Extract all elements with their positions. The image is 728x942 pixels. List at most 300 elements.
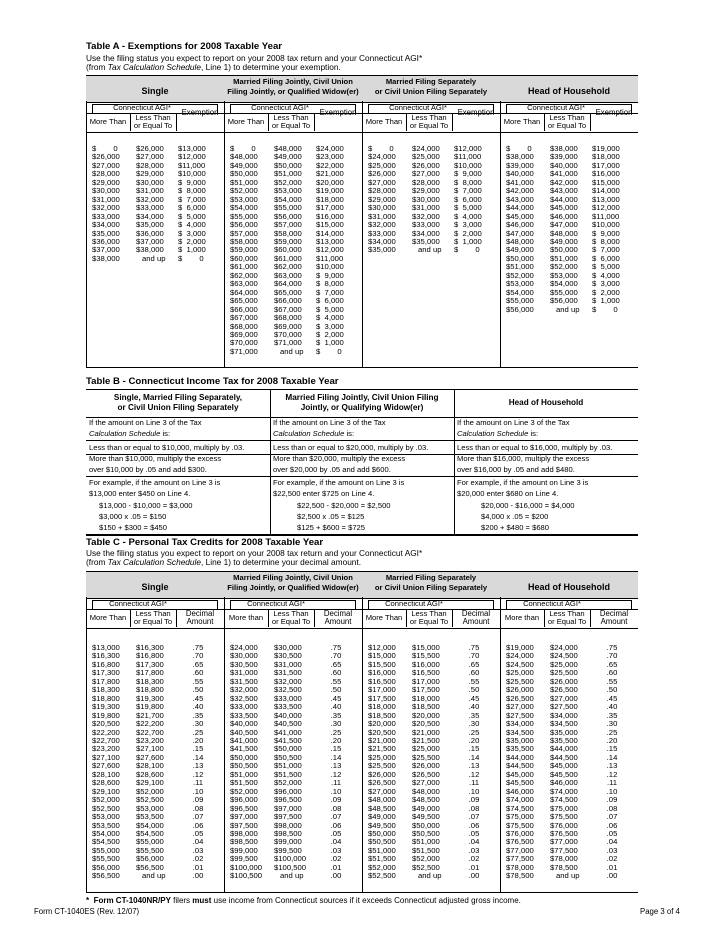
c-single-less-cell: $22,200: [136, 719, 164, 729]
table-c-status-hoh: Head of Household: [527, 582, 610, 592]
c-mfs-more-cell: $17,500: [368, 693, 396, 703]
a-single-less-column: [136, 145, 174, 263]
table-b-math-line: $22,500 - $20,000 = $2,500: [297, 501, 391, 510]
footnote: * Form CT-1040NR/PY filers must use income from Connecticut sources if it exceeds Connecticut adjusted gross income.: [86, 896, 521, 905]
c-hoh-dec-cell: .45: [606, 693, 618, 703]
decimal-amount-header-line: Decimal: [461, 609, 491, 618]
header-divider: [406, 609, 407, 627]
a-mfs-less-cell: $27,000: [412, 169, 440, 179]
c-hoh-dec-cell: .03: [606, 845, 618, 855]
c-single-dec-cell: .06: [192, 820, 204, 830]
c-hoh-less-cell: $74,500: [550, 795, 578, 805]
a-hoh-ex-cell: $ 9,000: [592, 228, 620, 238]
decimal-amount-header-line: Amount: [462, 617, 490, 627]
a-mfs-more-column: [368, 145, 406, 255]
a-hoh-ex-cell: $ 1,000: [592, 296, 620, 306]
c-hoh-dec-cell: .14: [606, 752, 618, 762]
table-a-intro: [86, 54, 422, 73]
c-hoh-less-cell: $76,500: [550, 828, 578, 838]
c-single-more-cell: $13,000: [92, 643, 120, 652]
table-b-math-line: $4,000 x .05 = $200: [481, 512, 549, 521]
a-hoh-ex-cell: $ 4,000: [592, 270, 620, 280]
a-hoh-more-cell: $43,000: [506, 194, 534, 204]
less-than-line: Less Than: [135, 113, 171, 122]
a-mfs-ex-cell: $ 9,000: [454, 169, 482, 179]
a-single-more-cell: $34,000: [92, 220, 120, 230]
table-c-intro: [86, 549, 422, 568]
c-hoh-dec-cell: .13: [606, 761, 618, 771]
c-mfj-more-cell: $97,500: [230, 820, 258, 830]
c-single-more-cell: $54,500: [92, 837, 120, 847]
a-single-more-cell: $33,000: [92, 211, 120, 221]
c-mfj-less-cell: $40,500: [274, 719, 302, 729]
a-mfs-more-cell: $25,000: [368, 160, 396, 170]
c-mfs-dec-cell: .35: [468, 710, 480, 720]
c-mfj-dec-cell: .45: [330, 693, 342, 703]
c-mfs-more-cell: $52,500: [368, 871, 396, 881]
c-mfj-more-cell: $96,000: [230, 795, 258, 805]
c-mfs-dec-cell: .02: [468, 854, 480, 864]
c-mfj-dec-column: [324, 644, 348, 881]
c-mfj-more-cell: $31,500: [230, 676, 258, 686]
a-mfs-ex-cell: $ 5,000: [454, 203, 482, 213]
table-b-example-line: For example, if the amount on Line 3 is: [89, 478, 221, 487]
a-hoh-ex-cell: $ 3,000: [592, 279, 620, 289]
a-hoh-less-cell: $43,000: [550, 186, 578, 196]
a-mfs-ex-cell: $ 6,000: [454, 194, 482, 204]
a-mfs-ex-cell: $ 8,000: [454, 177, 482, 187]
c-single-less-cell: $53,500: [136, 812, 164, 822]
a-mfj-more-cell: $62,000: [230, 270, 258, 280]
table-b-math-line: $125 + $600 = $725: [297, 523, 365, 532]
a-mfj-ex-cell: $ 3,000: [316, 321, 344, 331]
if-line: [273, 429, 453, 440]
c-mfj-less-cell: $51,000: [274, 761, 302, 771]
a-hoh-less-cell: $56,000: [550, 296, 578, 306]
less-than-header: [544, 114, 590, 131]
c-mfj-less-column: [274, 644, 312, 881]
a-mfj-more-cell: $52,000: [230, 186, 258, 196]
c-mfj-dec-cell: .05: [330, 828, 342, 838]
a-single-less-cell: $28,000: [136, 160, 164, 170]
c-mfj-more-cell: $51,000: [230, 769, 258, 779]
a-single-ex-cell: $ 9,000: [178, 177, 206, 187]
table-b-math-line: $3,000 x .05 = $150: [99, 512, 167, 521]
a-single-more-cell: $26,000: [92, 152, 120, 162]
c-mfs-dec-cell: .07: [468, 812, 480, 822]
c-hoh-more-cell: $75,500: [506, 820, 534, 830]
a-single-less-cell: $29,000: [136, 169, 164, 179]
a-hoh-ex-cell: $14,000: [592, 186, 620, 196]
c-single-dec-cell: .35: [192, 710, 204, 720]
table-b-example: [457, 478, 637, 499]
a-mfs-less-cell: $31,000: [412, 203, 440, 213]
c-mfs-more-cell: $20,500: [368, 727, 396, 737]
c-mfs-dec-cell: .25: [468, 727, 480, 737]
a-mfj-ex-cell: $ 2,000: [316, 329, 344, 339]
c-mfj-less-cell: $32,000: [274, 676, 302, 686]
c-mfj-dec-cell: .15: [330, 744, 342, 754]
if-pre: If the amount on Line 3 of the Tax: [457, 418, 570, 427]
c-single-more-cell: $55,500: [92, 854, 120, 864]
c-mfs-less-cell: $51,000: [412, 837, 440, 847]
a-single-ex-cell: $ 0: [178, 253, 204, 263]
c-single-more-cell: $53,500: [92, 820, 120, 830]
a-mfj-ex-cell: $ 0: [316, 346, 342, 356]
c-hoh-more-cell: $26,500: [506, 693, 534, 703]
table-c-intro-line2: (from Tax Calculation Schedule, Line 1) to determine your decimal amount.: [86, 557, 362, 568]
a-hoh-less-cell: $42,000: [550, 177, 578, 187]
table-b-example-line: $13,000 enter $450 on Line 4.: [89, 488, 191, 498]
c-mfj-less-cell: $31,000: [274, 659, 302, 669]
a-mfj-ex-column: [316, 145, 356, 356]
a-hoh-more-cell: $ 0: [506, 144, 532, 153]
c-mfj-less-cell: $30,000: [274, 643, 302, 652]
c-single-less-cell: $54,500: [136, 828, 164, 838]
c-hoh-more-cell: $44,000: [506, 752, 534, 762]
a-mfj-more-cell: $49,000: [230, 160, 258, 170]
c-hoh-dec-cell: .20: [606, 735, 618, 745]
a-hoh-less-cell: $55,000: [550, 287, 578, 297]
c-hoh-less-cell: $35,000: [550, 727, 578, 737]
c-mfs-less-cell: $52,000: [412, 854, 440, 864]
c-mfj-less-cell: $40,000: [274, 710, 302, 720]
c-hoh-dec-cell: .55: [606, 676, 618, 686]
if-pre: If the amount on Line 3 of the Tax: [273, 418, 386, 427]
a-mfs-more-cell: $27,000: [368, 177, 396, 187]
table-b-math: [481, 500, 641, 533]
a-hoh-ex-cell: $15,000: [592, 177, 620, 187]
c-mfs-dec-cell: .12: [468, 769, 480, 779]
a-hoh-ex-column: [592, 145, 632, 314]
a-single-ex-cell: $ 3,000: [178, 228, 206, 238]
a-hoh-less-cell: $47,000: [550, 220, 578, 230]
a-mfs-more-cell: $31,000: [368, 211, 396, 221]
a-mfs-more-cell: $29,000: [368, 194, 396, 204]
c-mfs-more-cell: $16,500: [368, 676, 396, 686]
c-hoh-less-cell: $76,000: [550, 820, 578, 830]
a-mfj-ex-cell: $14,000: [316, 228, 344, 238]
a-mfs-less-cell: $28,000: [412, 177, 440, 187]
c-hoh-more-cell: $24,000: [506, 651, 534, 661]
a-mfj-ex-cell: $20,000: [316, 177, 344, 187]
table-b-rule: [454, 440, 638, 441]
table-b-rule: [86, 454, 270, 455]
a-hoh-more-cell: $52,000: [506, 270, 534, 280]
a-mfj-more-cell: $56,000: [230, 220, 258, 230]
agi-label: Connecticut AGI*: [389, 103, 447, 112]
c-single-dec-cell: .13: [192, 761, 204, 771]
c-single-less-cell: $23,200: [136, 735, 164, 745]
c-single-dec-cell: .02: [192, 854, 204, 864]
c-mfj-dec-cell: .40: [330, 702, 342, 712]
table-b-if-text: [273, 418, 453, 439]
c-hoh-more-cell: $76,000: [506, 828, 534, 838]
c-mfs-dec-cell: .50: [468, 685, 480, 695]
a-hoh-less-cell: $39,000: [550, 152, 578, 162]
a-mfj-less-cell: $51,000: [274, 169, 302, 179]
or-equal-line: or Equal To: [547, 617, 587, 627]
a-mfj-more-cell: $65,000: [230, 296, 258, 306]
a-hoh-less-cell: $49,000: [550, 236, 578, 246]
table-b-rule-line: More than $16,000, multiply the excess: [457, 454, 590, 463]
c-mfs-dec-cell: .06: [468, 820, 480, 830]
a-single-less-cell: $26,000: [136, 144, 164, 153]
c-mfs-less-cell: $48,500: [412, 795, 440, 805]
c-mfj-more-cell: $40,000: [230, 719, 258, 729]
a-mfj-less-cell: $66,000: [274, 296, 302, 306]
c-hoh-more-cell: $77,000: [506, 845, 534, 855]
c-single-more-cell: $28,600: [92, 778, 120, 788]
c-single-less-cell: $17,800: [136, 668, 164, 678]
a-single-ex-cell: $ 2,000: [178, 236, 206, 246]
a-single-more-cell: $36,000: [92, 236, 120, 246]
a-hoh-ex-cell: $ 7,000: [592, 245, 620, 255]
a-mfs-less-cell: $24,000: [412, 144, 440, 153]
a-mfs-ex-column: [454, 145, 494, 255]
a-mfj-less-cell: $68,000: [274, 313, 302, 323]
c-hoh-dec-cell: .06: [606, 820, 618, 830]
a-hoh-more-cell: $45,000: [506, 211, 534, 221]
c-mfs-more-cell: $15,000: [368, 651, 396, 661]
c-mfs-less-cell: $17,500: [412, 685, 440, 695]
page-number: Page 3 of 4: [640, 907, 680, 916]
c-mfj-less-cell: $31,500: [274, 668, 302, 678]
c-hoh-dec-cell: .09: [606, 795, 618, 805]
c-mfj-dec-cell: .35: [330, 710, 342, 720]
c-hoh-less-cell: $46,000: [550, 778, 578, 788]
table-b-math-line: $13,000 - $10,000 = $3,000: [99, 501, 193, 510]
c-hoh-dec-cell: .30: [606, 719, 618, 729]
a-mfs-more-cell: $34,000: [368, 236, 396, 246]
c-single-more-cell: $54,000: [92, 828, 120, 838]
c-mfs-more-cell: $16,000: [368, 668, 396, 678]
c-hoh-more-cell: $27,000: [506, 702, 534, 712]
c-mfs-dec-cell: .30: [468, 719, 480, 729]
a-hoh-ex-cell: $16,000: [592, 169, 620, 179]
c-mfs-less-cell: $48,000: [412, 786, 440, 796]
c-mfj-dec-cell: .04: [330, 837, 342, 847]
c-mfs-more-cell: $48,500: [368, 803, 396, 813]
if-post: is:: [344, 428, 355, 438]
table-c-title: Table C - Personal Tax Credits for 2008 Taxable Year: [86, 537, 324, 548]
a-mfj-ex-cell: $19,000: [316, 186, 344, 196]
table-b-rule-line: More than $10,000, multiply the excess: [89, 454, 222, 463]
decimal-amount-header: [590, 610, 638, 627]
c-mfj-dec-cell: .06: [330, 820, 342, 830]
a-hoh-ex-cell: $18,000: [592, 152, 620, 162]
c-hoh-less-cell: $75,500: [550, 812, 578, 822]
c-single-more-cell: $23,200: [92, 744, 120, 754]
c-mfs-less-cell: $50,000: [412, 820, 440, 830]
c-hoh-less-cell: $34,500: [550, 719, 578, 729]
c-mfs-dec-cell: .04: [468, 837, 480, 847]
c-single-more-cell: $27,600: [92, 761, 120, 771]
c-hoh-less-cell: $35,500: [550, 735, 578, 745]
c-hoh-more-cell: $44,500: [506, 761, 534, 771]
a-hoh-more-cell: $49,000: [506, 245, 534, 255]
c-hoh-more-cell: $77,500: [506, 854, 534, 864]
table-b-header-single: Single, Married Filing Separately, or Civil Union Filing Separately: [113, 393, 243, 412]
decimal-amount-header: [452, 610, 500, 627]
c-single-more-cell: $56,000: [92, 862, 120, 872]
c-mfs-more-cell: $26,000: [368, 769, 396, 779]
a-single-ex-column: [178, 145, 218, 263]
a-mfj-more-cell: $58,000: [230, 236, 258, 246]
a-single-less-cell: $36,000: [136, 228, 164, 238]
c-mfj-less-cell: $100,000: [274, 854, 307, 864]
a-mfj-more-cell: $69,000: [230, 329, 258, 339]
c-hoh-less-cell: $44,000: [550, 744, 578, 754]
a-mfs-more-cell: $24,000: [368, 152, 396, 162]
a-single-less-cell: $35,000: [136, 220, 164, 230]
c-single-more-cell: $52,500: [92, 803, 120, 813]
c-hoh-dec-column: [600, 644, 624, 881]
a-mfj-ex-cell: $22,000: [316, 160, 344, 170]
if-line: [89, 418, 269, 429]
c-mfs-less-cell: $49,000: [412, 803, 440, 813]
c-hoh-less-cell: $34,000: [550, 710, 578, 720]
c-mfs-less-cell: $20,500: [412, 719, 440, 729]
a-mfj-more-cell: $60,000: [230, 253, 258, 263]
c-hoh-less-cell: $24,500: [550, 651, 578, 661]
a-hoh-ex-cell: $ 2,000: [592, 287, 620, 297]
c-hoh-more-cell: $45,500: [506, 778, 534, 788]
a-single-less-cell: $32,000: [136, 194, 164, 204]
table-a-status-single: Single: [141, 86, 169, 96]
c-single-more-cell: $22,200: [92, 727, 120, 737]
c-single-more-cell: $18,800: [92, 693, 120, 703]
a-hoh-ex-cell: $ 0: [592, 304, 618, 314]
a-single-more-cell: $38,000: [92, 253, 120, 263]
table-c-intro-line1: Use the filing status you expect to report on your 2008 tax return and your Connecticut AGI*: [86, 548, 423, 558]
c-single-less-cell: $21,700: [136, 710, 164, 720]
header-divider: [268, 609, 269, 627]
a-hoh-ex-cell: $12,000: [592, 203, 620, 213]
table-b-rule-line: Less than or equal to $20,000, multiply by .03.: [273, 443, 429, 452]
a-hoh-more-cell: $50,000: [506, 253, 534, 263]
c-mfj-more-cell: $41,000: [230, 735, 258, 745]
exemption-header-line: Exemption: [595, 108, 633, 117]
if-line: [273, 418, 453, 429]
c-hoh-dec-cell: .08: [606, 803, 618, 813]
agi-label: Connecticut AGI*: [385, 599, 443, 608]
c-mfj-more-cell: $50,500: [230, 761, 258, 771]
c-single-less-cell: $53,000: [136, 803, 164, 813]
a-single-less-cell: $34,000: [136, 211, 164, 221]
table-a-title: Table A - Exemptions for 2008 Taxable Year: [86, 41, 283, 52]
c-mfj-less-cell: $33,500: [274, 702, 302, 712]
a-mfj-more-cell: $57,000: [230, 228, 258, 238]
table-a-status-mfj: Married Filing Jointly, Civil Union Filing Jointly, or Qualified Widow(er): [227, 77, 359, 96]
less-than-header: [130, 610, 176, 627]
a-mfj-less-cell: $67,000: [274, 304, 302, 314]
c-hoh-dec-cell: .70: [606, 651, 618, 661]
c-hoh-less-cell: $44,500: [550, 752, 578, 762]
a-mfs-ex-cell: $ 4,000: [454, 211, 482, 221]
c-single-less-column: [136, 644, 174, 881]
a-hoh-more-cell: $47,000: [506, 228, 534, 238]
less-than-line: Less Than: [273, 113, 309, 122]
or-equal-line: or Equal To: [409, 121, 449, 131]
if-line: [457, 418, 637, 429]
c-hoh-dec-cell: .05: [606, 828, 618, 838]
c-mfj-less-cell: and up: [280, 871, 304, 881]
c-mfj-dec-cell: .12: [330, 769, 342, 779]
table-b-example: [89, 478, 269, 499]
a-hoh-ex-cell: $10,000: [592, 220, 620, 230]
c-hoh-dec-cell: .75: [606, 643, 618, 652]
a-mfj-less-cell: $57,000: [274, 220, 302, 230]
a-mfj-ex-cell: $24,000: [316, 144, 344, 153]
a-hoh-ex-cell: $11,000: [592, 211, 620, 221]
c-mfj-less-cell: $97,500: [274, 812, 302, 822]
c-hoh-less-cell: $24,000: [550, 643, 578, 652]
c-hoh-less-column: [550, 644, 588, 881]
c-hoh-less-cell: $77,000: [550, 837, 578, 847]
c-mfs-less-cell: $15,500: [412, 651, 440, 661]
a-mfs-less-cell: $35,000: [412, 236, 440, 246]
c-mfs-more-cell: $18,500: [368, 710, 396, 720]
a-mfj-less-cell: $63,000: [274, 270, 302, 280]
table-b-math: [99, 500, 259, 533]
a-hoh-more-column: [506, 145, 544, 314]
c-mfj-less-cell: $99,500: [274, 845, 302, 855]
table-b-rule: [454, 454, 638, 455]
more-than-header: More than: [504, 613, 540, 622]
c-hoh-less-cell: $26,000: [550, 676, 578, 686]
a-hoh-more-cell: $46,000: [506, 220, 534, 230]
c-mfj-more-cell: $33,500: [230, 710, 258, 720]
c-single-dec-cell: .14: [192, 752, 204, 762]
less-than-header: [406, 114, 452, 131]
c-mfj-less-cell: $50,000: [274, 744, 302, 754]
c-mfs-more-column: [368, 644, 406, 881]
c-mfj-dec-cell: .09: [330, 795, 342, 805]
decimal-amount-header-line: Decimal: [185, 609, 215, 618]
c-mfs-less-cell: $20,000: [412, 710, 440, 720]
c-hoh-more-cell: $34,500: [506, 727, 534, 737]
c-mfj-dec-cell: .14: [330, 752, 342, 762]
c-mfs-dec-cell: .75: [468, 643, 480, 652]
a-mfj-less-cell: $69,000: [274, 321, 302, 331]
c-hoh-dec-cell: .25: [606, 727, 618, 737]
less-than-header: [544, 610, 590, 627]
a-hoh-ex-cell: $ 5,000: [592, 262, 620, 272]
a-mfj-more-cell: $51,000: [230, 177, 258, 187]
c-single-dec-column: [186, 644, 210, 881]
c-single-dec-cell: .12: [192, 769, 204, 779]
c-mfs-dec-cell: .05: [468, 828, 480, 838]
c-mfj-more-cell: $98,500: [230, 837, 258, 847]
a-mfs-less-cell: $29,000: [412, 186, 440, 196]
c-single-dec-cell: .40: [192, 702, 204, 712]
c-hoh-more-column: [506, 644, 544, 881]
c-mfs-less-cell: $16,000: [412, 659, 440, 669]
a-mfj-more-cell: $59,000: [230, 245, 258, 255]
a-single-more-cell: $27,000: [92, 160, 120, 170]
c-mfj-less-cell: $52,000: [274, 778, 302, 788]
c-hoh-dec-cell: .11: [606, 778, 618, 788]
c-mfj-more-cell: $41,500: [230, 744, 258, 754]
c-mfj-more-cell: $97,000: [230, 812, 258, 822]
a-mfj-more-cell: $67,000: [230, 313, 258, 323]
c-mfs-dec-cell: .15: [468, 744, 480, 754]
table-c-status-mfj: Married Filing Jointly, Civil Union Filing Jointly, or Qualified Widow(er): [227, 573, 359, 592]
a-mfj-less-cell: $53,000: [274, 186, 302, 196]
less-than-line: Less Than: [273, 609, 309, 618]
a-hoh-more-cell: $39,000: [506, 160, 534, 170]
